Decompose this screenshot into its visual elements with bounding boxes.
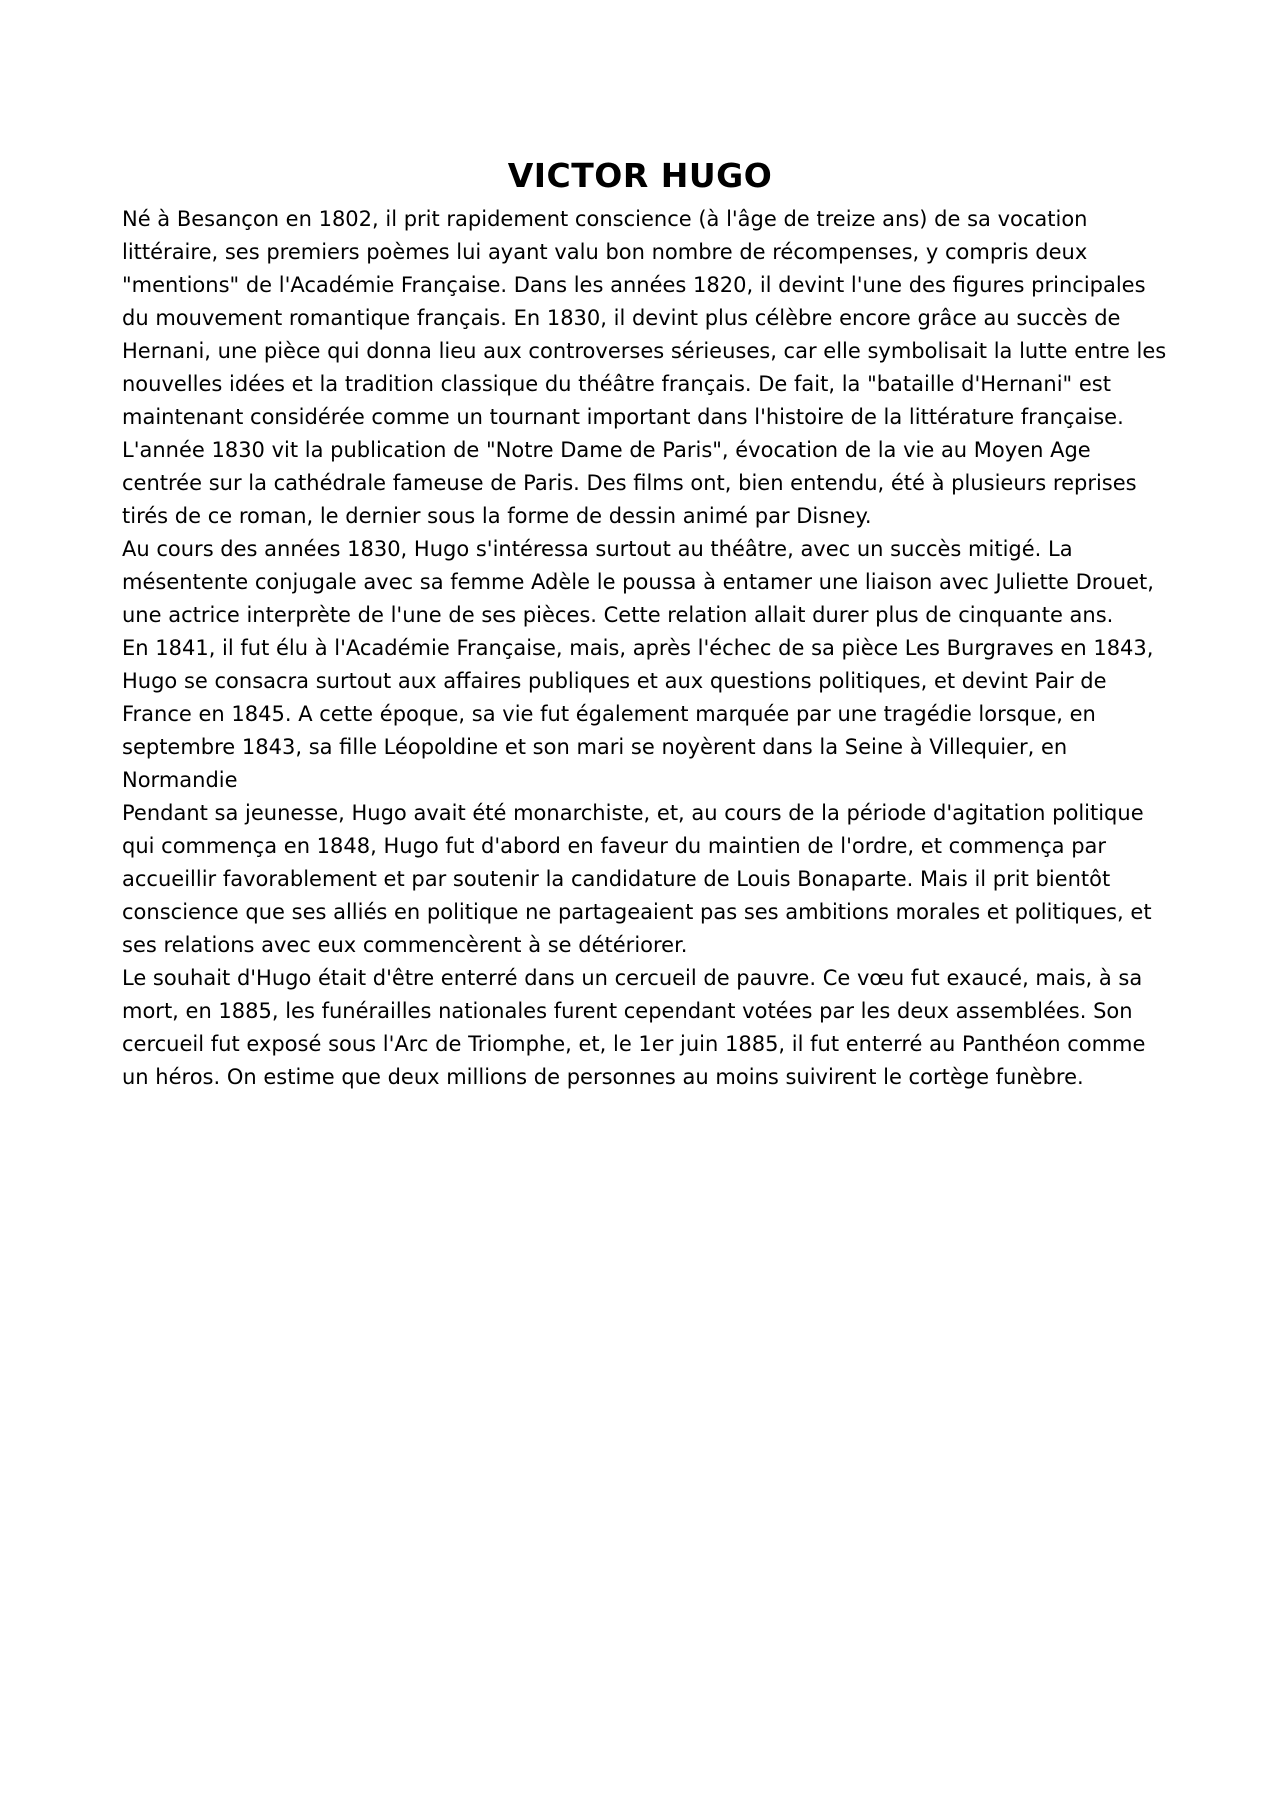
document-body <box>122 203 1172 1094</box>
paragraph-notre-dame: L'année 1830 vit la publication de "Notre Dame de Paris", évocation de la vie au Moyen Age centrée sur la cathédrale fameuse de Paris. Des films ont, bien entendu, été à plusieurs reprises tirés de ce roman, le dernier sous la forme de dessin animé par Disney. <box>122 438 1137 528</box>
paragraph-theatre: Au cours des années 1830, Hugo s'intéressa surtout au théâtre, avec un succès mitigé. La mésentente conjugale avec sa femme Adèle le poussa à entamer une liaison avec Juliette Drouet, une actrice interprète de l'une de ses pièces. Cette relation allait durer plus de cinquante ans. <box>122 537 1154 627</box>
document-title: VICTOR HUGO <box>507 156 773 195</box>
paragraph-politics: Pendant sa jeunesse, Hugo avait été monarchiste, et, au cours de la période d'agitation politique qui commença en 1848, Hugo fut d'abord en faveur du maintien de l'ordre, et commença par accueillir favorablement et par soutenir la candidature de Louis Bonaparte. Mais il prit bientôt conscience que ses alliés en politique ne partageaient pas ses ambitions morales et politiques, et ses relations avec eux commencèrent à se détériorer. <box>122 801 1152 957</box>
paragraph-academie: En 1841, il fut élu à l'Académie Française, mais, après l'échec de sa pièce Les Burgraves en 1843, Hugo se consacra surtout aux affaires publiques et aux questions politiques, et devint Pair de France en 1845. A cette époque, sa vie fut également marquée par une tragédie lorsque, en septembre 1843, sa fille Léopoldine et son mari se noyèrent dans la Seine à Villequier, en Normandie <box>122 636 1154 792</box>
paragraph-birth-career: Né à Besançon en 1802, il prit rapidement conscience (à l'âge de treize ans) de sa vocation littéraire, ses premiers poèmes lui ayant valu bon nombre de récompenses, y compris deux "mentions" de l'Académie Française. Dans les années 1820, il devint l'une des figures principales du mouvement romantique français. En 1830, il devint plus célèbre encore grâce au succès de Hernani, une pièce qui donna lieu aux controverses sérieuses, car elle symbolisait la lutte entre les nouvelles idées et la tradition classique du théâtre français. De fait, la "bataille d'Hernani" est maintenant considérée comme un tournant important dans l'histoire de la littérature française. <box>122 207 1167 429</box>
paragraph-funeral: Le souhait d'Hugo était d'être enterré dans un cercueil de pauvre. Ce vœu fut exaucé, mais, à sa mort, en 1885, les funérailles nationales furent cependant votées par les deux assemblées. Son cercueil fut exposé sous l'Arc de Triomphe, et, le 1er juin 1885, il fut enterré au Panthéon comme un héros. On estime que deux millions de personnes au moins suivirent le cortège funèbre. <box>122 966 1146 1089</box>
